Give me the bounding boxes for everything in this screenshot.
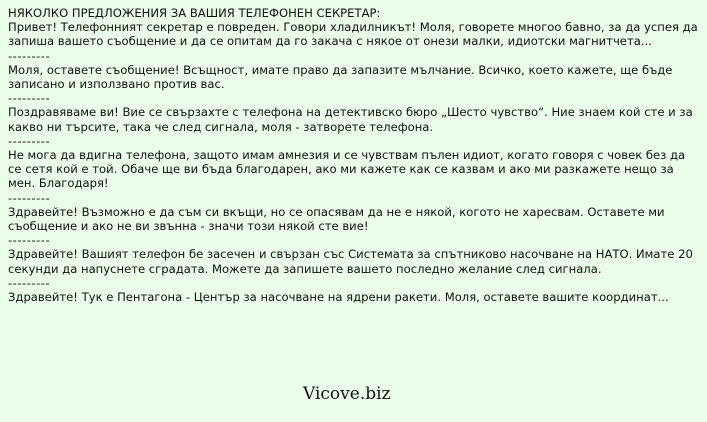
separator: ---------	[8, 275, 51, 290]
message-2: Моля, оставете съобщение! Всъщност, имате право да запазите мълчание. Всичко, което кажете, ще бъде записано и използвано против вас.	[8, 62, 673, 92]
message-1: Привет! Телефонният секретар е повреден. Говори хладилникът! Моля, говорете многоо бавно, за да успея да запиша вашето съобщение и да се опитам да го закача с някое от онези малки, идиотски магнитчета...	[8, 20, 698, 49]
site-watermark: Vicove.biz	[303, 384, 391, 404]
separator: ---------	[8, 190, 51, 205]
separator: ---------	[8, 48, 51, 63]
page-title: НЯКОЛКО ПРЕДЛОЖЕНИЯ ЗА ВАШИЯ ТЕЛЕФОНЕН СЕКРЕТАР:	[8, 6, 381, 20]
separator: ---------	[8, 91, 51, 106]
separator: ---------	[8, 133, 51, 148]
message-4: Не мога да вдигна телефона, защото имам амнезия и се чувствам пълен идиот, когато говоря с човек без да се сетя кой е той. Обаче ще ви бъда благодарен, ако ми кажете как се казвам и ако ми разкажете нещо за мен. Благодаря!	[8, 148, 686, 191]
separator: ---------	[8, 233, 51, 248]
message-6: Здравейте! Вашият телефон бе засечен и свързан със Системата за спътниково насочване на НАТО. Имате 20 секунди да напуснете сградата. Можете да запишете вашето последно желание след сигнала.	[8, 247, 693, 276]
message-7: Здравейте! Тук е Пентагона - Център за насочване на ядрени ракети. Моля, оставете вашите координат...	[8, 290, 669, 305]
message-3: Поздравяваме ви! Вие се свързахте с телефона на детективско бюро „Шесто чувство“. Ние знаем кой сте и за какво ни търсите, така че след сигнала, моля - затворете телефона.	[8, 105, 693, 134]
message-5: Здравейте! Възможно е да съм си вкъщи, но се опасявам да не е някой, когото не харесвам. Оставете ми съобщение и ако не ви звънна - значи този някой сте вие!	[8, 204, 665, 234]
joke-document	[8, 6, 700, 304]
